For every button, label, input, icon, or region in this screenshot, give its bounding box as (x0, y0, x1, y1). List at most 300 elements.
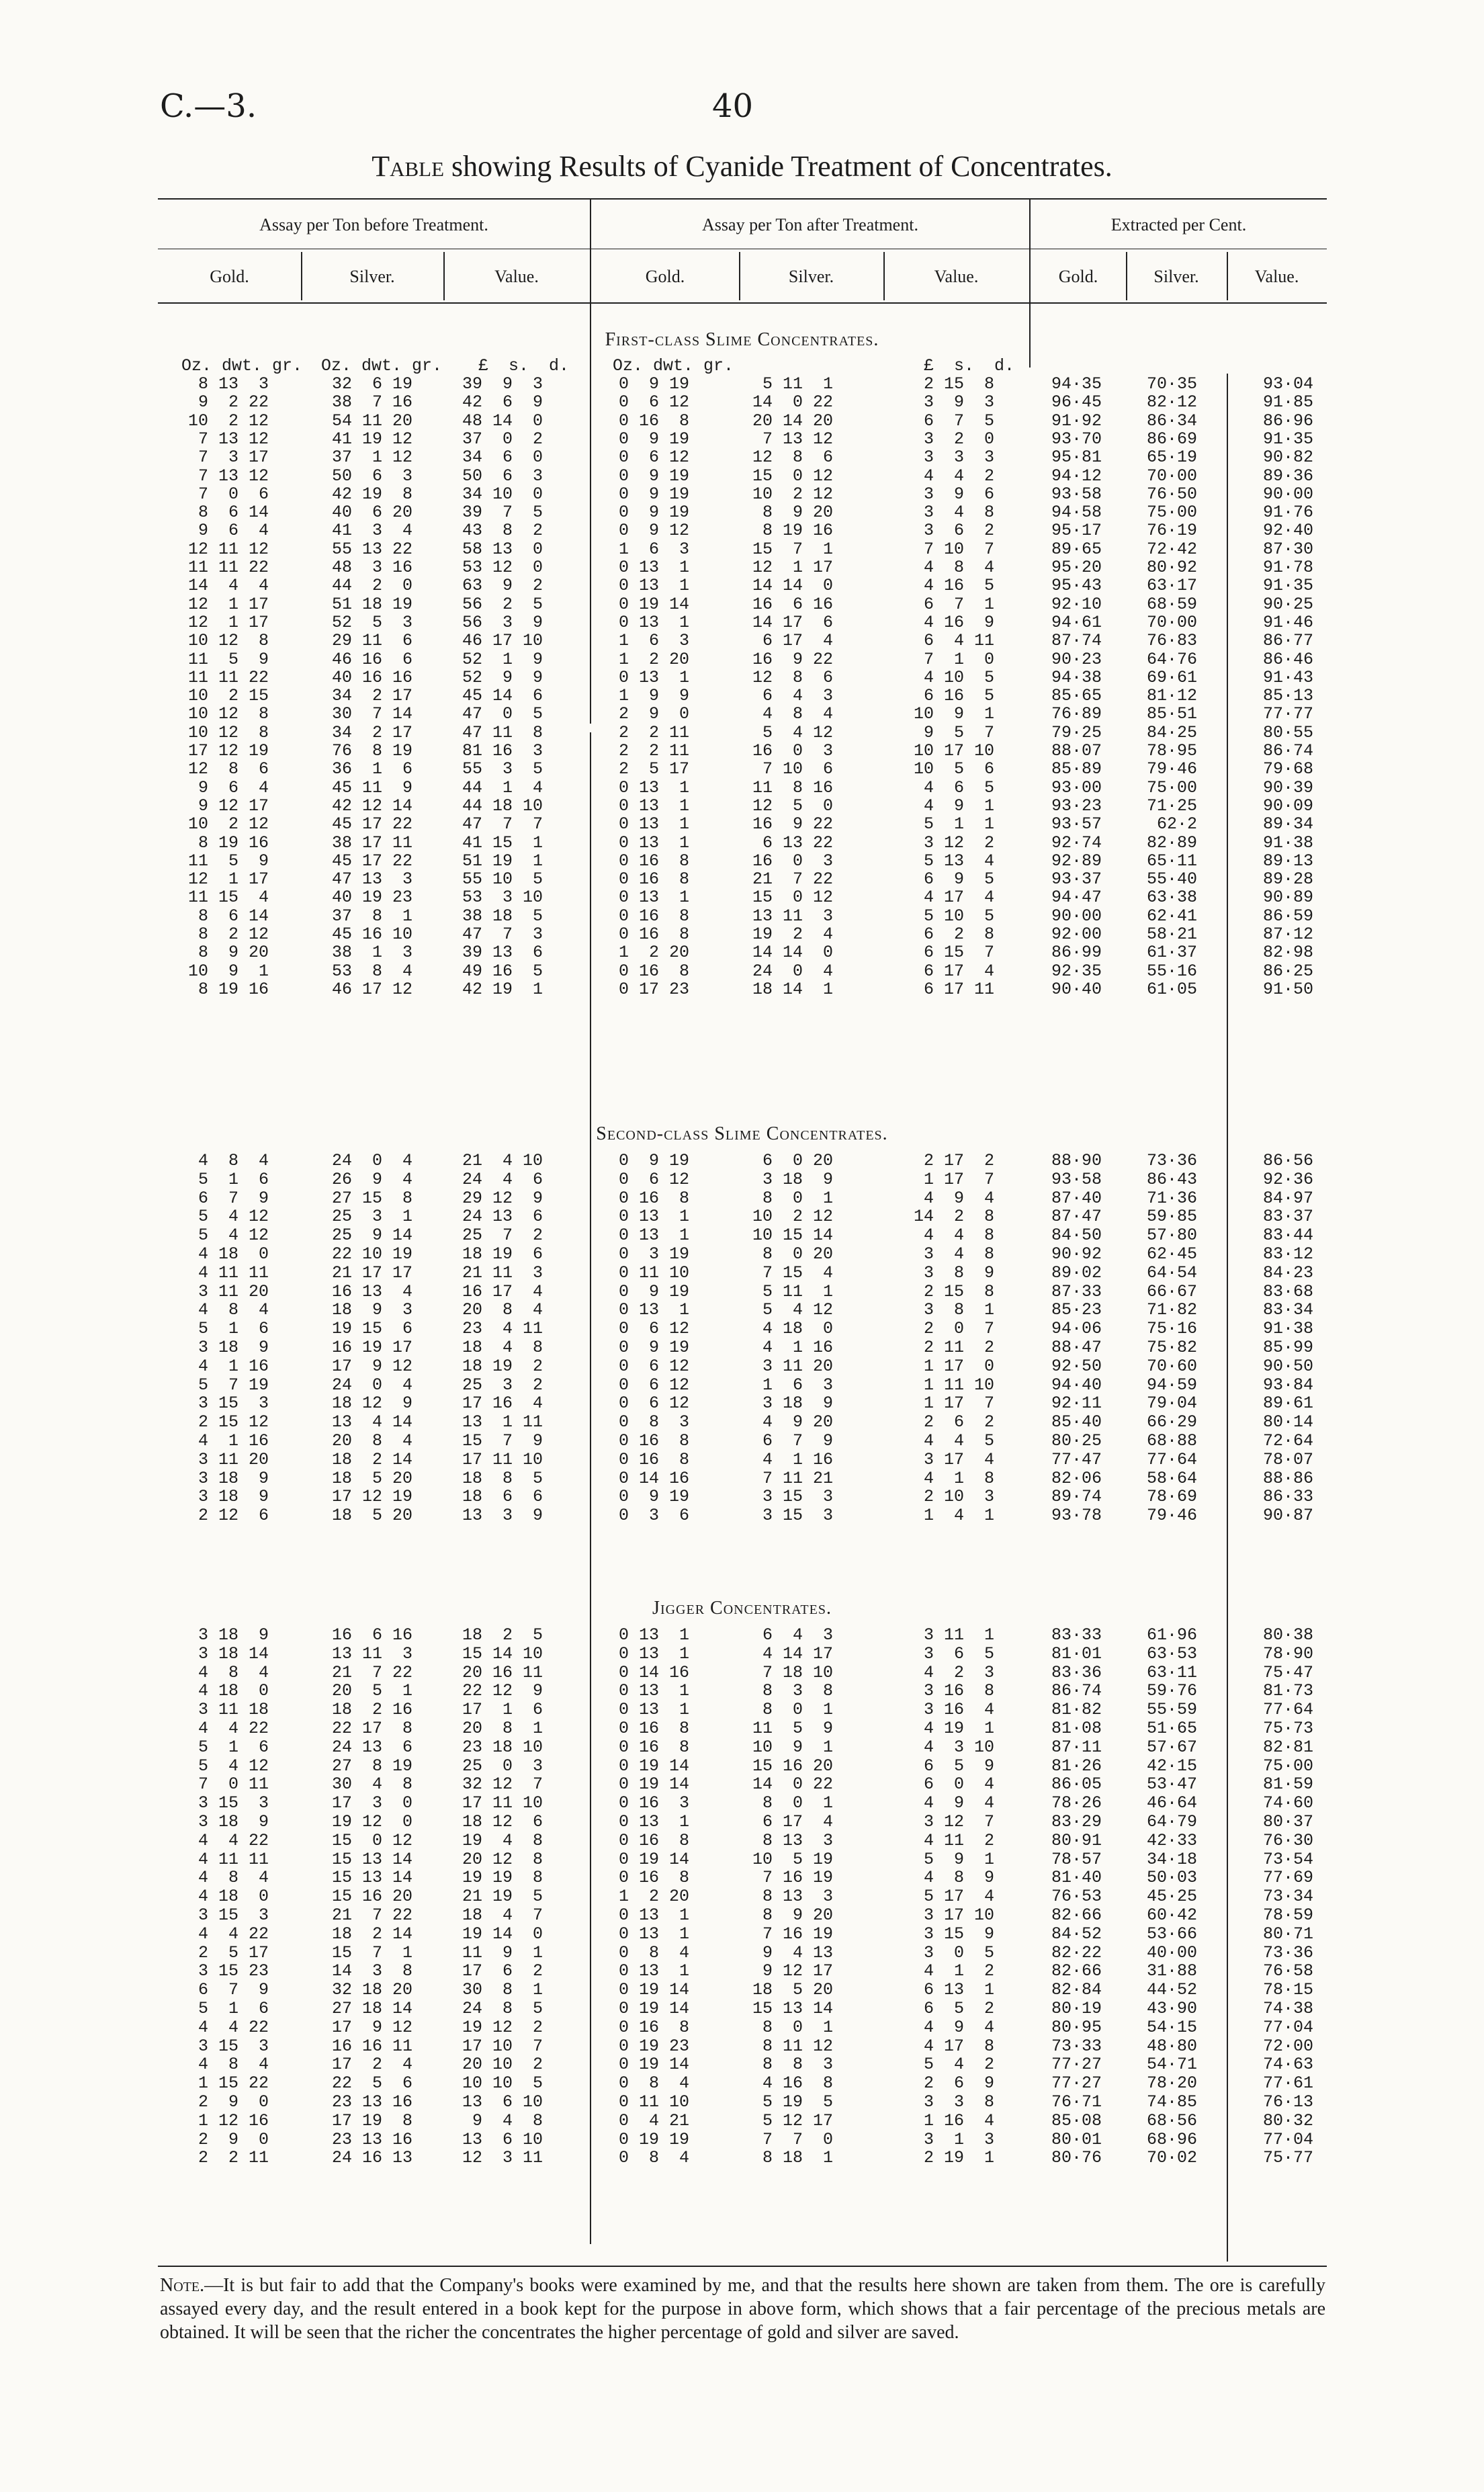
cell-gold-extracted: 93·58 (1051, 484, 1102, 504)
cell-gold-after: 0 13 1 (618, 796, 689, 816)
cell-gold-before: 2 12 6 (198, 1506, 269, 1526)
cell-value-after: 2 15 8 (923, 1281, 994, 1301)
cell-value-before: 37 0 2 (462, 429, 543, 449)
cell-silver-extracted: 76·83 (1146, 631, 1197, 651)
cell-gold-after: 2 2 11 (618, 741, 689, 761)
cell-gold-after: 0 3 6 (618, 1506, 689, 1526)
section-heading: Second-class Slime Concentrates. (596, 1123, 888, 1144)
table-row (0, 1432, 1484, 1450)
cell-value-after: 4 10 5 (923, 667, 994, 687)
cell-value-extracted: 81·59 (1262, 1774, 1313, 1795)
cell-value-after: 4 2 3 (923, 1662, 994, 1682)
cell-gold-after: 0 8 3 (618, 1412, 689, 1432)
section-heading: First-class Slime Concentrates. (605, 329, 879, 350)
cell-value-before: 45 14 6 (462, 686, 543, 706)
cell-gold-before: 9 12 17 (198, 796, 269, 816)
cell-gold-extracted: 83·36 (1051, 1662, 1102, 1682)
cell-gold-before: 11 11 22 (187, 667, 269, 687)
cell-value-after: 6 16 5 (923, 686, 994, 706)
cell-silver-before: 19 12 0 (331, 1812, 412, 1832)
cell-gold-after: 0 13 1 (618, 558, 689, 577)
cell-value-extracted: 78·15 (1262, 1980, 1313, 2000)
cell-gold-after: 0 16 8 (618, 1188, 689, 1208)
cell-silver-extracted: 68·59 (1146, 594, 1197, 614)
cell-gold-extracted: 93·70 (1051, 429, 1102, 449)
cell-silver-extracted: 42·33 (1146, 1830, 1197, 1850)
cell-value-before: 12 3 11 (462, 2148, 543, 2168)
cell-silver-before: 41 19 12 (331, 429, 412, 449)
cell-gold-after: 0 8 4 (618, 2148, 689, 2168)
cell-value-extracted: 78·59 (1262, 1905, 1313, 1925)
cell-gold-before: 3 11 20 (198, 1449, 269, 1469)
cell-gold-before: 10 12 8 (187, 631, 269, 651)
cell-value-extracted: 80·71 (1262, 1924, 1313, 1944)
footnote-lead: Note. (160, 2275, 205, 2296)
table-row (0, 1626, 1484, 1644)
cell-gold-extracted: 93·00 (1051, 777, 1102, 798)
cell-gold-extracted: 89·65 (1051, 539, 1102, 559)
cell-silver-after: 8 0 1 (762, 1793, 833, 1813)
cell-silver-extracted: 71·36 (1146, 1188, 1197, 1208)
cell-value-before: 17 6 2 (462, 1961, 543, 1981)
cell-gold-after: 0 6 12 (618, 1356, 689, 1376)
cell-silver-after: 7 16 19 (762, 1868, 833, 1888)
cell-silver-before: 38 1 3 (331, 943, 412, 963)
table-row (0, 1469, 1484, 1488)
cell-silver-before: 24 16 13 (331, 2148, 412, 2168)
cell-value-extracted: 86·33 (1262, 1487, 1313, 1507)
cell-gold-before: 5 4 12 (198, 1226, 269, 1246)
cell-gold-before: 12 8 6 (187, 759, 269, 779)
cell-gold-before: 5 1 6 (198, 1999, 269, 2018)
cell-gold-extracted: 85·40 (1051, 1412, 1102, 1432)
cell-gold-extracted: 87·11 (1051, 1737, 1102, 1757)
cell-value-after: 4 3 10 (923, 1737, 994, 1757)
cell-silver-after: 8 19 16 (762, 521, 833, 541)
cell-silver-after: 6 4 3 (762, 1625, 833, 1645)
group-header-extracted: Extracted per Cent. (1110, 215, 1247, 234)
cell-gold-after: 0 13 1 (618, 832, 689, 853)
cell-value-extracted: 86·46 (1262, 649, 1313, 669)
cell-value-extracted: 82·98 (1262, 943, 1313, 963)
cell-silver-before: 18 12 9 (331, 1393, 412, 1414)
cell-value-after: 3 11 1 (923, 1625, 994, 1645)
cell-silver-after: 8 11 12 (762, 2036, 833, 2056)
table-row (0, 2055, 1484, 2073)
cell-silver-after: 13 11 3 (752, 906, 833, 926)
cell-gold-after: 0 13 1 (618, 1961, 689, 1981)
cell-silver-extracted: 63·53 (1146, 1643, 1197, 1664)
cell-silver-after: 4 1 16 (762, 1338, 833, 1357)
table-row (0, 705, 1484, 723)
cell-gold-after: 0 13 1 (618, 1226, 689, 1246)
cell-gold-before: 11 11 22 (187, 558, 269, 577)
cell-gold-extracted: 86·74 (1051, 1681, 1102, 1701)
cell-silver-after: 4 1 16 (762, 1449, 833, 1469)
cell-value-before: 47 11 8 (462, 722, 543, 742)
cell-silver-before: 20 8 4 (331, 1431, 412, 1451)
cell-silver-extracted: 43·90 (1146, 1999, 1197, 2018)
cell-silver-before: 42 12 14 (331, 796, 412, 816)
cell-silver-after: 16 9 22 (752, 649, 833, 669)
cell-value-after: 5 10 5 (923, 906, 994, 926)
cell-value-after: 4 9 4 (923, 2017, 994, 2037)
table-row (0, 1738, 1484, 1756)
cell-gold-before: 3 11 18 (198, 1700, 269, 1720)
value-extracted-separator (1227, 374, 1228, 2262)
table-row (0, 1962, 1484, 1980)
cell-value-before: 15 14 10 (462, 1643, 543, 1664)
cell-silver-after: 7 10 6 (762, 759, 833, 779)
cell-silver-extracted: 54·71 (1146, 2055, 1197, 2075)
cell-value-extracted: 83·44 (1262, 1226, 1313, 1246)
cell-gold-extracted: 88·90 (1051, 1151, 1102, 1170)
cell-silver-extracted: 57·80 (1146, 1226, 1197, 1246)
cell-gold-extracted: 80·91 (1051, 1830, 1102, 1850)
cell-value-extracted: 89·34 (1262, 814, 1313, 834)
cell-silver-before: 15 16 20 (331, 1887, 412, 1907)
cell-silver-after: 8 18 1 (762, 2148, 833, 2168)
cell-silver-extracted: 55·16 (1146, 961, 1197, 981)
cell-silver-before: 15 13 14 (331, 1868, 412, 1888)
cell-silver-after: 1 6 3 (762, 1375, 833, 1395)
cell-gold-extracted: 85·08 (1051, 2110, 1102, 2131)
cell-value-extracted: 87·30 (1262, 539, 1313, 559)
cell-value-before: 23 18 10 (462, 1737, 543, 1757)
cell-gold-after: 0 19 14 (618, 2055, 689, 2075)
cell-value-extracted: 86·96 (1262, 411, 1313, 431)
cell-gold-before: 3 18 9 (198, 1468, 269, 1488)
cell-value-before: 20 8 1 (462, 1719, 543, 1738)
cell-silver-before: 16 6 16 (331, 1625, 412, 1645)
table-row (0, 430, 1484, 448)
cell-silver-before: 37 1 12 (331, 447, 412, 468)
cell-gold-extracted: 88·47 (1051, 1338, 1102, 1357)
cell-gold-extracted: 81·40 (1051, 1868, 1102, 1888)
cell-silver-after: 7 16 19 (762, 1924, 833, 1944)
table-row (0, 1226, 1484, 1244)
cell-gold-after: 0 19 23 (618, 2036, 689, 2056)
table-row (0, 1757, 1484, 1775)
cell-silver-before: 21 7 22 (331, 1662, 412, 1682)
cell-silver-extracted: 75·00 (1146, 777, 1197, 798)
cell-gold-before: 12 11 12 (187, 539, 269, 559)
cell-gold-after: 0 9 19 (618, 1338, 689, 1357)
cell-silver-extracted: 78·69 (1146, 1487, 1197, 1507)
cell-silver-after: 24 0 4 (752, 961, 833, 981)
table-row (0, 540, 1484, 558)
table-row (0, 448, 1484, 466)
cell-value-after: 1 16 4 (923, 2110, 994, 2131)
cell-value-after: 4 19 1 (923, 1719, 994, 1738)
cell-silver-after: 16 6 16 (752, 594, 833, 614)
cell-silver-before: 40 19 23 (331, 888, 412, 908)
cell-silver-before: 54 11 20 (331, 411, 412, 431)
cell-value-before: 25 7 2 (462, 1226, 543, 1246)
table-row (0, 943, 1484, 961)
cell-value-after: 3 16 4 (923, 1700, 994, 1720)
cell-gold-extracted: 85·89 (1051, 759, 1102, 779)
cell-value-extracted: 90·25 (1262, 594, 1313, 614)
cell-silver-before: 38 7 16 (331, 392, 412, 413)
cell-silver-extracted: 62·2 (1156, 814, 1197, 834)
cell-gold-before: 5 7 19 (198, 1375, 269, 1395)
cell-value-before: 52 9 9 (462, 667, 543, 687)
table-title-lead: Table (372, 150, 445, 183)
cell-value-extracted: 75·00 (1262, 1756, 1313, 1776)
cell-gold-after: 0 19 14 (618, 1774, 689, 1795)
cell-gold-before: 5 4 12 (198, 1207, 269, 1227)
table-row (0, 2074, 1484, 2092)
cell-gold-before: 4 8 4 (198, 2055, 269, 2075)
cell-gold-after: 1 6 3 (618, 539, 689, 559)
cell-gold-before: 10 2 15 (187, 686, 269, 706)
cell-gold-extracted: 80·01 (1051, 2129, 1102, 2149)
cell-silver-after: 14 0 22 (752, 1774, 833, 1795)
cell-gold-before: 4 18 0 (198, 1244, 269, 1264)
cell-value-extracted: 81·73 (1262, 1681, 1313, 1701)
cell-gold-extracted: 95·20 (1051, 558, 1102, 577)
cell-gold-after: 0 6 12 (618, 1375, 689, 1395)
table-row (0, 375, 1484, 393)
cell-gold-after: 0 16 8 (618, 411, 689, 431)
cell-value-extracted: 93·84 (1262, 1375, 1313, 1395)
table-row (0, 613, 1484, 632)
table-row (0, 980, 1484, 998)
table-row (0, 2131, 1484, 2149)
cell-gold-extracted: 91·92 (1051, 411, 1102, 431)
cell-gold-before: 5 1 6 (198, 1169, 269, 1189)
cell-gold-after: 0 8 4 (618, 2073, 689, 2094)
table-row (0, 558, 1484, 576)
cell-value-extracted: 73·54 (1262, 1849, 1313, 1869)
cell-gold-before: 3 18 14 (198, 1643, 269, 1664)
cell-silver-extracted: 58·21 (1146, 925, 1197, 944)
cell-silver-extracted: 76·19 (1146, 521, 1197, 541)
unit-value-after: £ s. d. (924, 356, 1015, 376)
cell-silver-extracted: 65·19 (1146, 447, 1197, 468)
cell-silver-before: 21 7 22 (331, 1905, 412, 1925)
cell-gold-before: 1 15 22 (198, 2073, 269, 2094)
cell-gold-extracted: 79·25 (1051, 722, 1102, 742)
table-row (0, 925, 1484, 943)
cell-silver-after: 8 0 1 (762, 1700, 833, 1720)
cell-value-after: 6 0 4 (923, 1774, 994, 1795)
cell-value-before: 16 17 4 (462, 1281, 543, 1301)
cell-gold-after: 0 16 8 (618, 1449, 689, 1469)
cell-gold-before: 7 3 17 (198, 447, 269, 468)
cell-silver-before: 24 0 4 (331, 1375, 412, 1395)
cell-gold-extracted: 94·06 (1051, 1319, 1102, 1339)
cell-value-before: 49 16 5 (462, 961, 543, 981)
cell-value-before: 17 11 10 (462, 1449, 543, 1469)
cell-silver-after: 4 8 4 (762, 704, 833, 724)
cell-silver-extracted: 71·82 (1146, 1300, 1197, 1320)
cell-value-extracted: 91·46 (1262, 612, 1313, 632)
table-row (0, 1813, 1484, 1831)
cell-value-after: 3 6 2 (923, 521, 994, 541)
group-separator-1-continued (590, 732, 591, 2244)
cell-silver-extracted: 68·56 (1146, 2110, 1197, 2131)
cell-silver-extracted: 34·18 (1146, 1849, 1197, 1869)
cell-silver-after: 4 14 17 (762, 1643, 833, 1664)
cell-value-before: 25 3 2 (462, 1375, 543, 1395)
cell-value-after: 1 17 0 (923, 1356, 994, 1376)
cell-value-after: 3 3 8 (923, 2092, 994, 2112)
cell-gold-before: 8 6 14 (198, 906, 269, 926)
cell-value-before: 39 9 3 (462, 374, 543, 394)
cell-value-after: 4 16 9 (923, 612, 994, 632)
cell-gold-before: 6 7 9 (198, 1188, 269, 1208)
table-title (0, 149, 1484, 183)
cell-value-after: 3 6 5 (923, 1643, 994, 1664)
cell-gold-extracted: 80·95 (1051, 2017, 1102, 2037)
cell-value-before: 19 12 2 (462, 2017, 543, 2037)
cell-gold-after: 0 16 8 (618, 2017, 689, 2037)
cell-silver-before: 34 2 17 (331, 686, 412, 706)
cell-gold-after: 0 16 8 (618, 906, 689, 926)
cell-value-extracted: 80·55 (1262, 722, 1313, 742)
cell-gold-before: 4 4 22 (198, 1924, 269, 1944)
cell-value-before: 21 19 5 (462, 1887, 543, 1907)
cell-gold-extracted: 83·29 (1051, 1812, 1102, 1832)
cell-gold-after: 0 9 19 (618, 466, 689, 486)
cell-silver-after: 10 2 12 (752, 484, 833, 504)
cell-silver-extracted: 59·85 (1146, 1207, 1197, 1227)
cell-gold-after: 0 13 1 (618, 576, 689, 596)
cell-silver-after: 5 19 5 (762, 2092, 833, 2112)
cell-value-extracted: 77·61 (1262, 2073, 1313, 2094)
cell-silver-extracted: 53·47 (1146, 1774, 1197, 1795)
cell-value-after: 4 1 8 (923, 1468, 994, 1488)
cell-value-before: 34 6 0 (462, 447, 543, 468)
cell-silver-before: 13 4 14 (331, 1412, 412, 1432)
cell-value-before: 13 6 10 (462, 2129, 543, 2149)
cell-gold-extracted: 95·81 (1051, 447, 1102, 468)
cell-gold-before: 5 1 6 (198, 1319, 269, 1339)
table-row (0, 779, 1484, 797)
cell-silver-after: 8 0 1 (762, 1188, 833, 1208)
cell-silver-extracted: 70·60 (1146, 1356, 1197, 1376)
cell-gold-before: 4 4 22 (198, 2017, 269, 2037)
cell-silver-extracted: 74·85 (1146, 2092, 1197, 2112)
cell-silver-extracted: 61·96 (1146, 1625, 1197, 1645)
cell-silver-extracted: 70·02 (1146, 2148, 1197, 2168)
unit-value-before: £ s. d. (478, 356, 570, 376)
cell-silver-after: 18 14 1 (752, 979, 833, 999)
cell-value-extracted: 91·38 (1262, 832, 1313, 853)
table-row (0, 1283, 1484, 1301)
cell-silver-before: 17 19 8 (331, 2110, 412, 2131)
cell-silver-after: 7 11 21 (762, 1468, 833, 1488)
cell-gold-before: 8 6 14 (198, 503, 269, 523)
cell-value-after: 3 9 6 (923, 484, 994, 504)
cell-value-after: 6 5 2 (923, 1999, 994, 2018)
cell-value-before: 18 12 6 (462, 1812, 543, 1832)
cell-silver-extracted: 79·04 (1146, 1393, 1197, 1414)
cell-gold-extracted: 87·74 (1051, 631, 1102, 651)
cell-silver-before: 24 0 4 (331, 1151, 412, 1170)
cell-silver-extracted: 55·59 (1146, 1700, 1197, 1720)
cell-value-after: 10 5 6 (913, 759, 994, 779)
cell-value-after: 3 0 5 (923, 1942, 994, 1963)
table-row (0, 1320, 1484, 1338)
cell-gold-extracted: 94·40 (1051, 1375, 1102, 1395)
cell-value-after: 5 1 1 (923, 814, 994, 834)
cell-gold-extracted: 80·25 (1051, 1431, 1102, 1451)
cell-value-after: 4 1 2 (923, 1961, 994, 1981)
cell-value-before: 19 4 8 (462, 1830, 543, 1850)
cell-gold-extracted: 94·47 (1051, 888, 1102, 908)
cell-value-after: 5 4 2 (923, 2055, 994, 2075)
group-header-before: Assay per Ton before Treatment. (259, 215, 488, 234)
cell-value-extracted: 74·63 (1262, 2055, 1313, 2075)
cell-silver-before: 45 16 10 (331, 925, 412, 944)
cell-value-extracted: 83·12 (1262, 1244, 1313, 1264)
table-row (0, 1451, 1484, 1469)
cell-gold-extracted: 94·58 (1051, 503, 1102, 523)
cell-silver-before: 22 5 6 (331, 2073, 412, 2094)
cell-value-before: 18 19 6 (462, 1244, 543, 1264)
cell-gold-extracted: 93·78 (1051, 1506, 1102, 1526)
cell-value-after: 4 6 5 (923, 777, 994, 798)
cell-silver-after: 10 9 1 (752, 1737, 833, 1757)
cell-value-after: 4 9 4 (923, 1793, 994, 1813)
cell-gold-after: 0 13 1 (618, 1924, 689, 1944)
cell-gold-after: 0 13 1 (618, 888, 689, 908)
cell-gold-before: 3 15 3 (198, 1905, 269, 1925)
cell-silver-extracted: 84·25 (1146, 722, 1197, 742)
table-row (0, 1376, 1484, 1394)
cell-gold-before: 3 11 20 (198, 1281, 269, 1301)
cell-gold-extracted: 92·00 (1051, 925, 1102, 944)
cell-value-extracted: 89·36 (1262, 466, 1313, 486)
cell-gold-extracted: 94·61 (1051, 612, 1102, 632)
cell-gold-extracted: 87·33 (1051, 1281, 1102, 1301)
cell-silver-after: 6 7 9 (762, 1431, 833, 1451)
cell-silver-before: 46 16 6 (331, 649, 412, 669)
cell-value-after: 2 19 1 (923, 2148, 994, 2168)
cell-silver-after: 14 0 22 (752, 392, 833, 413)
cell-silver-after: 5 12 17 (762, 2110, 833, 2131)
cell-silver-extracted: 64·54 (1146, 1262, 1197, 1283)
cell-value-after: 6 17 11 (923, 979, 994, 999)
cell-gold-before: 4 4 22 (198, 1719, 269, 1738)
cell-value-after: 4 11 2 (923, 1830, 994, 1850)
cell-silver-after: 6 17 4 (762, 631, 833, 651)
table-row (0, 2018, 1484, 2036)
cell-value-before: 21 4 10 (462, 1151, 543, 1170)
table-row (0, 742, 1484, 760)
cell-gold-extracted: 78·57 (1051, 1849, 1102, 1869)
cell-gold-before: 3 15 23 (198, 1961, 269, 1981)
cell-value-before: 20 12 8 (462, 1849, 543, 1869)
cell-silver-before: 13 11 3 (331, 1643, 412, 1664)
cell-value-after: 2 15 8 (923, 374, 994, 394)
cell-value-before: 50 6 3 (462, 466, 543, 486)
cell-gold-before: 17 12 19 (187, 741, 269, 761)
cell-silver-extracted: 70·00 (1146, 466, 1197, 486)
cell-gold-after: 0 6 12 (618, 447, 689, 468)
cell-gold-before: 3 15 3 (198, 1393, 269, 1414)
cell-gold-after: 0 13 1 (618, 667, 689, 687)
table-row (0, 632, 1484, 650)
cell-gold-extracted: 82·06 (1051, 1468, 1102, 1488)
cell-value-after: 3 8 9 (923, 1262, 994, 1283)
cell-value-after: 2 0 7 (923, 1319, 994, 1339)
cell-value-before: 43 8 2 (462, 521, 543, 541)
cell-silver-extracted: 59·76 (1146, 1681, 1197, 1701)
